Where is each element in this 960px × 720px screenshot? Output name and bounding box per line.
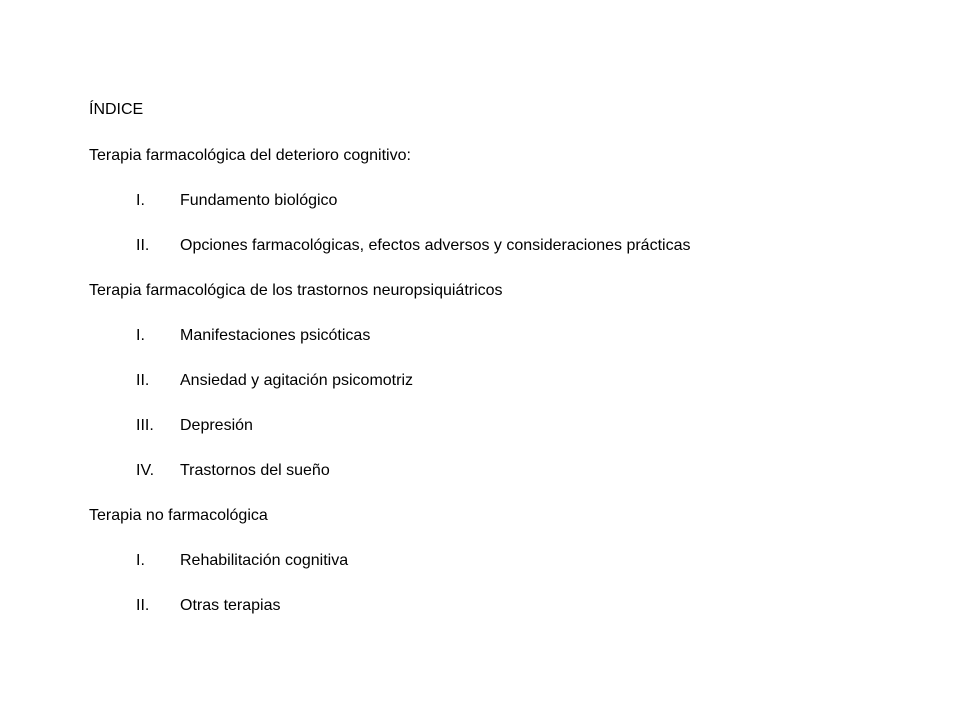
item-text: Manifestaciones psicóticas (180, 327, 371, 344)
item-number: III. (136, 417, 154, 434)
section-heading-cognitive-therapy: Terapia farmacológica del deterioro cognitivo: (89, 147, 411, 164)
item-text: Fundamento biológico (180, 192, 338, 209)
item-number: IV. (136, 462, 155, 479)
item-text: Depresión (180, 417, 253, 434)
item-text: Rehabilitación cognitiva (180, 552, 349, 569)
item-number: I. (136, 552, 145, 569)
index-title: ÍNDICE (89, 101, 144, 118)
item-number: II. (136, 237, 150, 254)
item-number: II. (136, 372, 150, 389)
item-number: II. (136, 597, 150, 614)
section-heading-neuropsychiatric-therapy: Terapia farmacológica de los trastornos neuropsiquiátricos (89, 282, 503, 299)
item-number: I. (136, 327, 145, 344)
item-text: Opciones farmacológicas, efectos adversos y consideraciones prácticas (180, 237, 691, 254)
item-text: Ansiedad y agitación psicomotriz (180, 372, 414, 389)
item-text: Otras terapias (180, 597, 281, 614)
item-text: Trastornos del sueño (180, 462, 330, 479)
section-heading-non-pharmacological-therapy: Terapia no farmacológica (89, 507, 268, 524)
item-number: I. (136, 192, 145, 209)
